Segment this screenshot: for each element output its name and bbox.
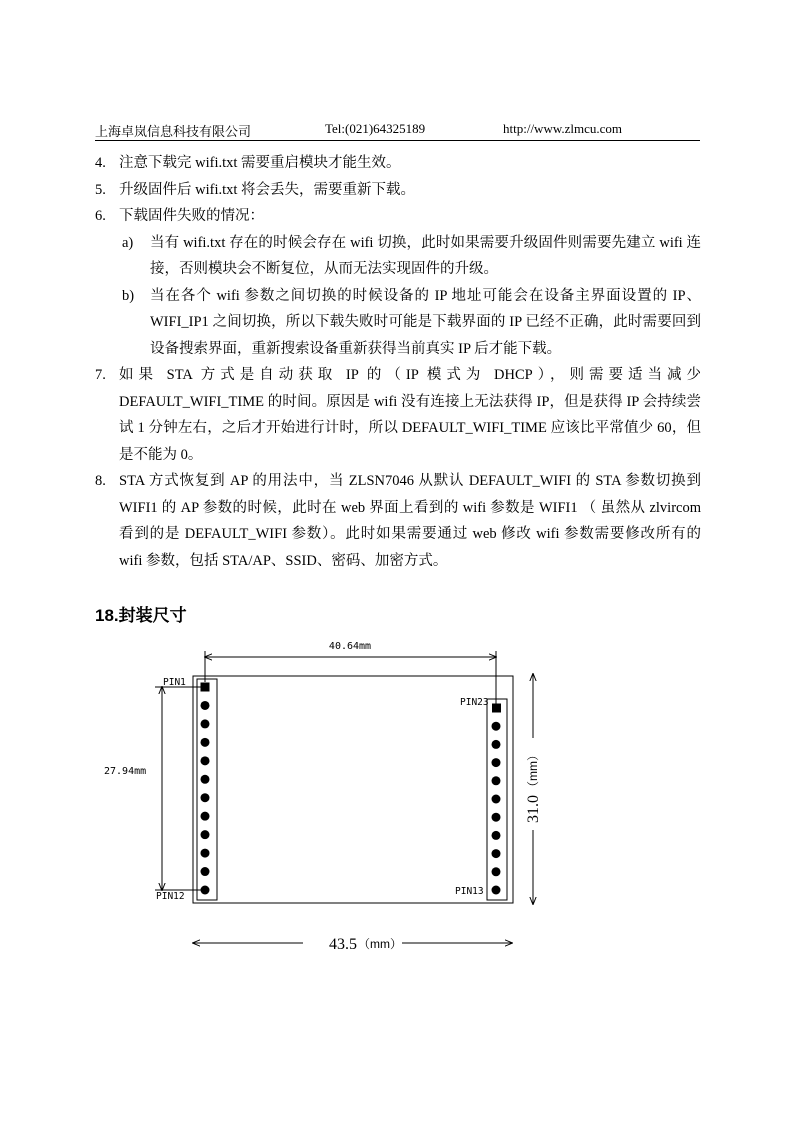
pin-dot <box>201 867 210 876</box>
pin-dot <box>201 756 210 765</box>
pin-dot <box>492 722 501 731</box>
item-number: 7. <box>95 367 106 383</box>
item-text: 如果 STA 方式是自动获取 IP 的（IP 模式为 DHCP），则需要适当减少 DEFAULT_WIFI_TIME 的时间。原因是 wifi 没有连接上无法获得 IP，但是获得 IP 会持续尝试 1 分钟左右，之后才开始进行计时，所以 DEFAULT_WIFI_TIME 应该比平常值少 60，但是不能为 0。 <box>119 367 701 463</box>
height-unit: （mm） <box>526 749 540 793</box>
pin-dot <box>492 831 501 840</box>
subitem-text: 当在各个 wifi 参数之间切换的时候设备的 IP 地址可能会在设备主界面设置的 IP、WIFI_IP1 之间切换，所以下载失败时可能是下载界面的 IP 已经不正确，此时需要回到设备搜索界面，重新搜索设备重新获得当前真实 IP 后才能下载。 <box>150 287 701 357</box>
pin-dot <box>201 830 210 839</box>
pin-dot <box>492 795 501 804</box>
pin-dot <box>201 701 210 710</box>
item-number: 4. <box>95 155 106 171</box>
item-number: 8. <box>95 473 106 489</box>
subitem-text: 当有 wifi.txt 存在的时候会存在 wifi 切换，此时如果需要升级固件则需要先建立 wifi 连接，否则模块会不断复位，从而无法实现固件的升级。 <box>150 234 701 277</box>
section-title: 18.封装尺寸 <box>95 606 187 625</box>
subitem-letter: b) <box>122 287 135 304</box>
pin13-label: PIN13 <box>455 886 484 897</box>
width-value: 43.5 <box>329 936 357 953</box>
pin-column-label: 27.94mm <box>104 766 147 777</box>
subitem-letter: a) <box>122 234 134 251</box>
width-unit: （mm） <box>358 937 402 951</box>
pin-dot <box>201 719 210 728</box>
height-value: 31.0 <box>525 795 542 823</box>
item-text: 升级固件后 wifi.txt 将会丢失，需要重新下载。 <box>119 181 416 198</box>
height-label <box>525 749 542 823</box>
pin-dot <box>492 758 501 767</box>
header-url: http://www.zlmcu.com <box>503 121 623 136</box>
pin12-label: PIN12 <box>156 891 185 902</box>
pin-dot <box>492 886 501 895</box>
pin1-label: PIN1 <box>163 677 186 688</box>
pin-dot <box>201 793 210 802</box>
header-tel: Tel:(021)64325189 <box>325 121 426 136</box>
item-number: 5. <box>95 181 106 198</box>
pin-dot <box>201 738 210 747</box>
pin-dot <box>201 775 210 784</box>
pin-dot <box>201 812 210 821</box>
item-text: STA 方式恢复到 AP 的用法中，当 ZLSN7046 从默认 DEFAULT_WIFI 的 STA 参数切换到 WIFI1 的 AP 参数的时候，此时在 web 界面上看到的 wifi 参数是 WIFI1 （ 虽然从 zlvircom 看到的是 DEFAULT_WIFI 参数）。此时如果需要通过 web 修改 wifi 参数需要修改所有的 wifi 参数，包括 STA/AP、SSID、密码、加密方式。 <box>119 473 701 569</box>
pin23-label: PIN23 <box>460 697 489 708</box>
pin-dot <box>492 867 501 876</box>
pin-dot <box>492 813 501 822</box>
pin-dot <box>492 849 501 858</box>
header-company: 上海卓岚信息科技有限公司 <box>95 124 252 139</box>
item-text: 下载固件失败的情况： <box>119 208 264 224</box>
pin-dot <box>492 740 501 749</box>
item-text: 注意下载完 wifi.txt 需要重启模块才能生效。 <box>119 155 401 171</box>
pin-dot <box>492 776 501 785</box>
pin-dot <box>201 849 210 858</box>
module-outline <box>193 676 513 903</box>
item-number: 6. <box>95 208 106 224</box>
pin-spacing-label: 40.64mm <box>328 641 372 652</box>
pin-square <box>492 704 501 713</box>
